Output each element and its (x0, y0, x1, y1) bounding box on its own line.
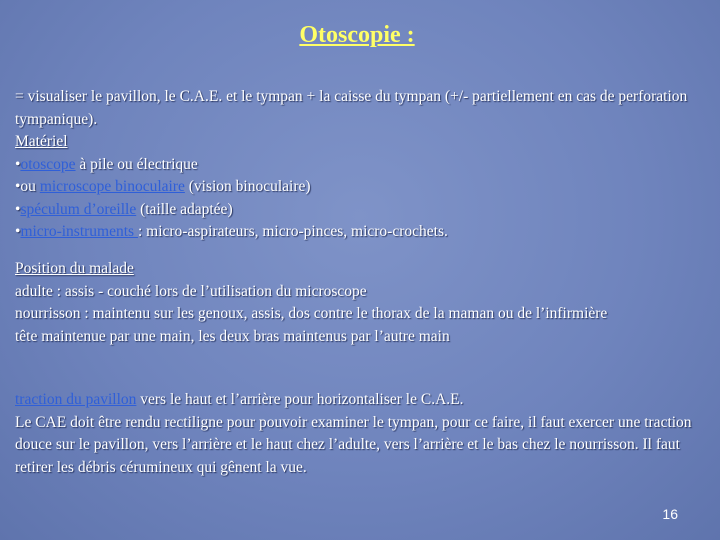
materiel-item-text: (vision binoculaire) (184, 178, 311, 195)
materiel-heading: Matériel (15, 133, 68, 150)
bullet: • (15, 200, 21, 218)
content-block-materiel (15, 86, 705, 244)
bullet: • (15, 223, 21, 240)
content-block-position (15, 258, 705, 348)
materiel-item (15, 199, 705, 222)
content-block-traction (15, 389, 705, 479)
position-heading: Position du malade (15, 260, 134, 277)
position-adult: adulte : assis - couché lors de l’utilisation du microscope (15, 282, 367, 300)
materiel-item (15, 154, 705, 177)
materiel-item-text: (taille adaptée) (136, 200, 233, 218)
position-head: tête maintenue par une main, les deux bras maintenus par l’autre main (15, 327, 450, 345)
materiel-item (15, 176, 705, 199)
traction-link[interactable]: traction du pavillon (15, 391, 137, 408)
otoscope-link[interactable]: otoscope (20, 155, 76, 173)
speculum-link[interactable]: spéculum d’oreille (20, 200, 137, 218)
materiel-item-text: à pile ou électrique (75, 155, 198, 173)
bullet: • (15, 155, 21, 173)
slide-title: Otoscopie : (299, 22, 415, 48)
intro-text: = visualiser le pavillon, le C.A.E. et le tympan + la caisse du tympan (+/- partiellement en cas de perforation tympanique). (15, 88, 688, 128)
position-infant: nourrisson : maintenu sur les genoux, assis, dos contre le thorax de la maman ou de l’infirmière (15, 305, 608, 322)
traction-text: vers le haut et l’arrière pour horizontaliser le C.A.E. (136, 391, 464, 408)
bullet: •ou (15, 178, 40, 195)
microscope-link[interactable]: microscope binoculaire (39, 178, 185, 195)
page-number: 16 (662, 506, 678, 522)
traction-line (15, 389, 705, 412)
micro-instruments-link[interactable]: micro-instruments (20, 223, 138, 240)
traction-paragraph: Le CAE doit être rendu rectiligne pour pouvoir examiner le tympan, pour ce faire, il faut exercer une traction douce sur le pavillon, vers l’arrière et le haut chez l’adulte, vers l’arrière et le bas chez le nourrisson. Il faut retirer les débris cérumineux qui gênent la vue. (15, 413, 692, 476)
materiel-item (15, 221, 705, 244)
materiel-item-text: : micro-aspirateurs, micro-pinces, micro-crochets. (137, 223, 448, 240)
